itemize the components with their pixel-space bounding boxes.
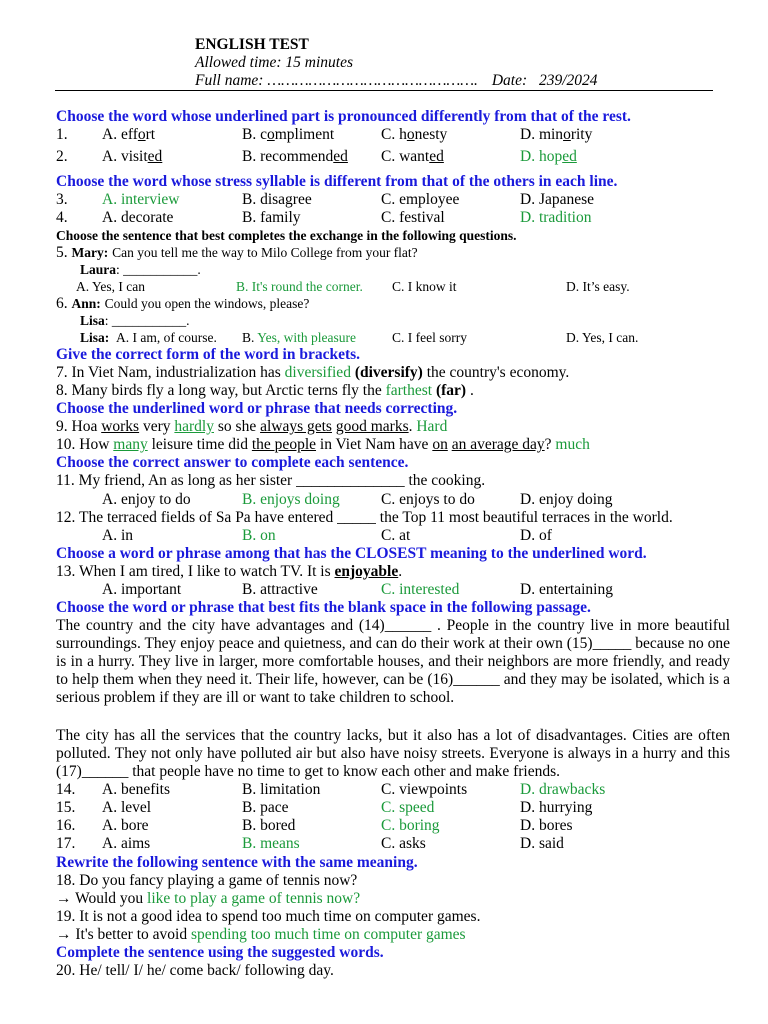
q2-option-c: C. wanted [381,148,444,165]
section-error-correction: Choose the underlined word or phrase that needs correcting. [56,400,458,417]
q1-option-a: A. effort [102,126,156,143]
q4-option-b: B. family [242,209,301,226]
passage-paragraph-1: The country and the city have advantages and (14)______ . People in the country live in more beautiful surroundings. They enjoy peace and quietness, and can do their work at their own (15)_____ because no one is in a hurry. They live in larger, more comfortable houses, and their neighbors are more friendly, and ready to help them when they need it. Their life, however, can be (16)______ and they may be isolated, which is a serious problem if they are ill or want to take children to school. [56,617,730,707]
q13-option-a: A. important [102,581,182,598]
q3-option-b: B. disagree [242,191,312,208]
q6-option-d: D. Yes, I can. [566,330,639,345]
question-6: 6. Ann: Could you open the windows, please? [56,295,310,312]
q16-option-a: A. bore [102,817,149,834]
question-9: 9. Hoa works very hardly so she always gets good marks. Hard [56,418,448,435]
full-name-label: Full name: [195,72,264,89]
q13-option-c: C. interested [381,581,460,598]
header-rule [55,90,713,91]
section-word-form: Give the correct form of the word in brackets. [56,346,361,363]
q4-option-c: C. festival [381,209,445,226]
question-5: 5. Mary: Can you tell me the way to Milo College from your flat? [56,244,418,261]
q15-option-a: A. level [102,799,152,816]
q5-option-d: D. It’s easy. [566,279,630,294]
q13-option-d: D. entertaining [520,581,613,598]
question-8: 8. Many birds fly a long way, but Arctic terns fly the farthest (far) . [56,382,474,399]
question-7: 7. In Viet Nam, industrialization has diversified (diversify) the country's economy. [56,364,570,381]
q2-option-b: B. recommended [242,148,348,165]
q16-option-c: C. boring [381,817,440,834]
question-12: 12. The terraced fields of Sa Pa have entered _____ the Top 11 most beautiful terraces in the world. [56,509,673,526]
q12-option-c: C. at [381,527,411,544]
q6-response: Lisa: ___________. [80,313,190,328]
q1-option-c: C. honesty [381,126,448,143]
q4-option-a: A. decorate [102,209,174,226]
test-title: ENGLISH TEST [195,36,309,53]
q12-option-d: D. of [520,527,552,544]
q15-option-b: B. pace [242,799,289,816]
q12-option-a: A. in [102,527,133,544]
q11-option-b: B. enjoys doing [242,491,340,508]
q3-option-a: A. interview [102,191,180,208]
section-correct-answer: Choose the correct answer to complete each sentence. [56,454,409,471]
section-stress: Choose the word whose stress syllable is different from that of the others in each line. [56,173,618,190]
q6-option-a: A. I am, of course. [116,330,217,345]
question-18: 18. Do you fancy playing a game of tennis now? [56,872,358,889]
q1-option-d: D. minority [520,126,593,143]
section-closest-meaning: Choose a word or phrase among that has the CLOSEST meaning to the underlined word. [56,545,647,562]
q15-option-c: C. speed [381,799,435,816]
q5-option-b: B. It's round the corner. [236,279,363,294]
q14-option-a: A. benefits [102,781,171,798]
q2-option-a: A. visited [102,148,163,165]
q2-option-d: D. hoped [520,148,577,165]
section-exchange: Choose the sentence that best completes the exchange in the following questions. [56,228,517,243]
q5-option-a: A. Yes, I can [76,279,145,294]
q14-option-b: B. limitation [242,781,321,798]
q1-option-b: B. compliment [242,126,335,143]
q17-option-c: C. asks [381,835,426,852]
q18-answer: → Would you like to play a game of tennis now? [56,890,361,907]
q3-option-d: D. Japanese [520,191,595,208]
question-20: 20. He/ tell/ I/ he/ come back/ following day. [56,962,334,979]
name-date-line [195,72,598,90]
allowed-time: Allowed time: 15 minutes [195,54,353,71]
q16-option-d: D. bores [520,817,573,834]
q11-option-a: A. enjoy to do [102,491,191,508]
section-passage: Choose the word or phrase that best fits the blank space in the following passage. [56,599,591,616]
q6-option-c: C. I feel sorry [392,330,467,345]
question-11: 11. My friend, An as long as her sister ______________ the cooking. [56,472,486,489]
q4-option-d: D. tradition [520,209,592,226]
q5-response: Laura: ___________. [80,262,201,277]
q14-option-c: C. viewpoints [381,781,468,798]
q6-option-b: B. Yes, with pleasure [242,330,357,345]
section-complete-sentence: Complete the sentence using the suggested words. [56,944,384,961]
passage-paragraph-2: The city has all the services that the country lacks, but it also has a lot of disadvantages. Cities are often polluted. They not only have polluted air but also have noisy streets. Everyone is always in a hurry and this (17)______ that people have no time to get to know each other and make friends. [56,727,730,781]
question-19: 19. It is not a good idea to spend too much time on computer games. [56,908,481,925]
section-rewrite: Rewrite the following sentence with the same meaning. [56,854,418,871]
q5-option-c: C. I know it [392,279,457,294]
q15-option-d: D. hurrying [520,799,593,816]
q3-option-c: C. employee [381,191,460,208]
q14-option-d: D. drawbacks [520,781,606,798]
full-name-blank: ………………………………………. [267,72,478,89]
q17-option-a: A. aims [102,835,151,852]
q11-option-d: D. enjoy doing [520,491,613,508]
q17-option-b: B. means [242,835,300,852]
q16-option-b: B. bored [242,817,296,834]
q17-option-d: D. said [520,835,564,852]
q11-option-c: C. enjoys to do [381,491,475,508]
date-value: 239/2024 [538,72,598,89]
q13-option-b: B. attractive [242,581,318,598]
q12-option-b: B. on [242,527,276,544]
q19-answer: → It's better to avoid spending too much time on computer games [56,926,466,943]
section-pronunciation: Choose the word whose underlined part is pronounced differently from that of the rest. [56,108,631,125]
date-label: Date: [491,72,528,89]
question-10: 10. How many leisure time did the people in Viet Nam have on an average day? much [56,436,590,453]
question-13: 13. When I am tired, I like to watch TV. It is enjoyable. [56,563,403,580]
